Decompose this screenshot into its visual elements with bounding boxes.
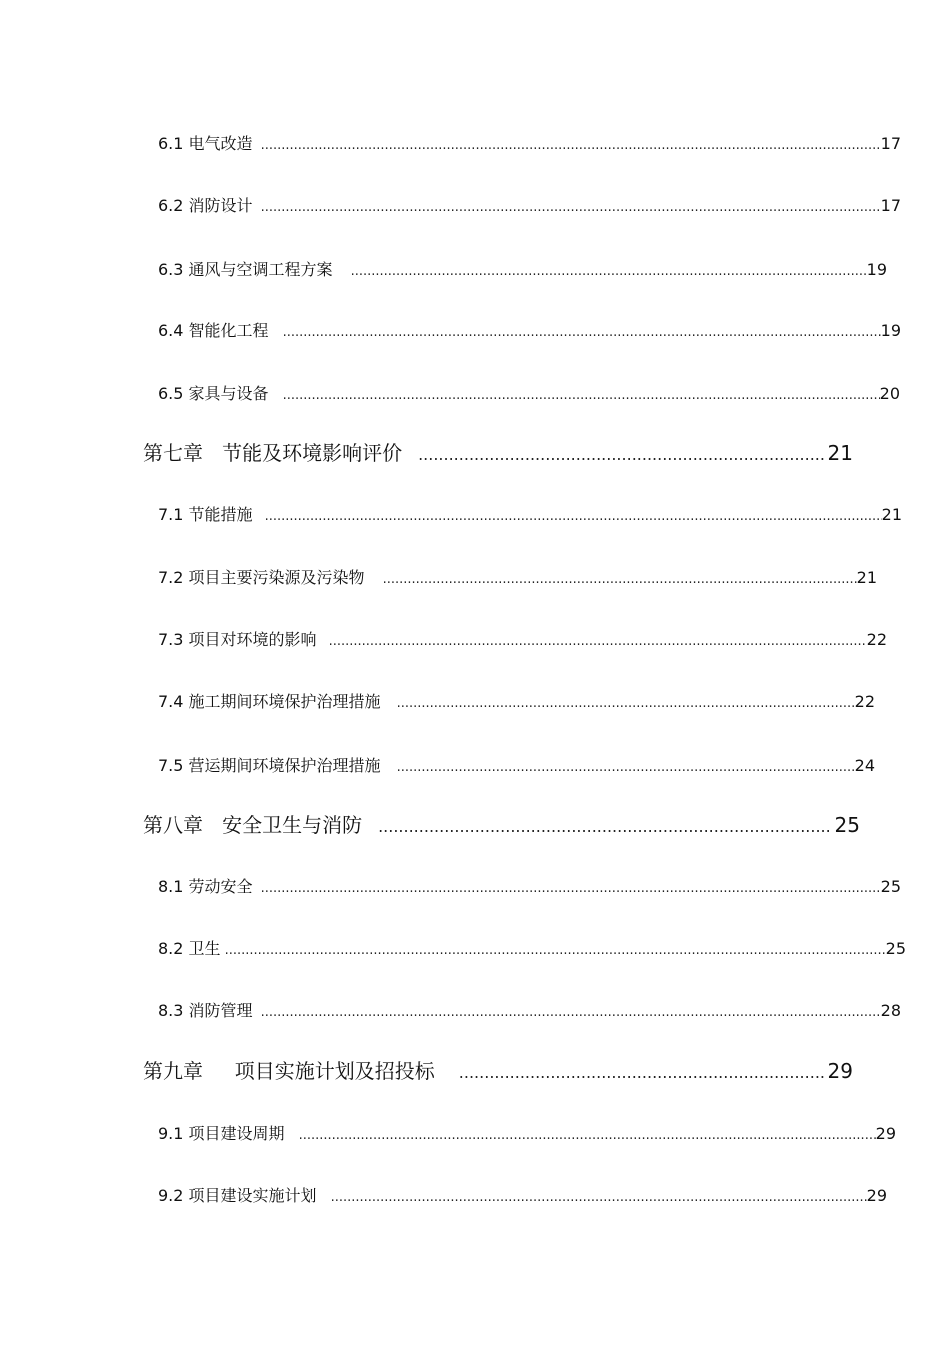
toc-entry-7-2[interactable] [158,565,877,588]
toc-entry-title: 9.1 项目建设周期 [158,1124,285,1143]
toc-leader-dots [261,200,881,215]
toc-page-number: 17 [880,196,901,215]
toc-chapter-title: 第九章 项目实施计划及招投标 [143,1059,435,1083]
toc-leader-dots [378,817,830,836]
toc-entry-title: 7.1 节能措施 [158,505,253,524]
toc-entry-7-5[interactable] [158,753,875,776]
toc-chapter-8[interactable] [143,809,860,838]
toc-entry-6-5[interactable] [158,381,900,404]
toc-leader-dots [331,1190,867,1205]
toc-page-number: 29 [827,1059,853,1083]
toc-page-number: 25 [834,813,860,837]
toc-page-number: 21 [881,505,902,524]
toc-entry-7-4[interactable] [158,689,875,712]
toc-page-number: 20 [879,384,900,403]
toc-chapter-7[interactable] [143,437,853,466]
toc-entry-title: 7.5 营运期间环境保护治理措施 [158,756,381,775]
toc-leader-dots [397,696,855,711]
toc-entry-8-3[interactable] [158,998,901,1021]
toc-leader-dots [261,1005,881,1020]
toc-entry-7-1[interactable] [158,502,902,525]
toc-entry-9-2[interactable] [158,1183,887,1206]
toc-page-number: 21 [827,441,853,465]
toc-leader-dots [261,138,881,153]
toc-leader-dots [225,943,886,958]
toc-chapter-title: 第八章 安全卫生与消防 [143,813,363,837]
toc-entry-8-1[interactable] [158,874,901,897]
toc-page-number: 25 [885,939,906,958]
toc-entry-title: 6.3 通风与空调工程方案 [158,260,333,279]
toc-chapter-title: 第七章 节能及环境影响评价 [143,441,403,465]
toc-entry-title: 8.1 劳动安全 [158,877,253,896]
toc-leader-dots [418,445,823,464]
toc-entry-6-2[interactable] [158,193,901,216]
toc-chapter-9[interactable] [143,1055,853,1084]
toc-entry-9-1[interactable] [158,1121,896,1144]
toc-page-number: 29 [866,1186,887,1205]
toc-leader-dots [383,572,857,587]
toc-entry-title: 8.2 卫生 [158,939,221,958]
toc-page-number: 28 [880,1001,901,1020]
toc-entry-title: 9.2 项目建设实施计划 [158,1186,317,1205]
toc-leader-dots [397,760,855,775]
toc-entry-title: 7.4 施工期间环境保护治理措施 [158,692,381,711]
toc-leader-dots [261,881,881,896]
toc-page-number: 24 [854,756,875,775]
toc-leader-dots [329,634,867,649]
toc-page-number: 29 [875,1124,896,1143]
toc-leader-dots [283,325,881,340]
toc-page-number: 22 [866,630,887,649]
toc-leader-dots [283,388,880,403]
toc-page-number: 22 [854,692,875,711]
toc-leader-dots [299,1128,876,1143]
toc-entry-title: 7.2 项目主要污染源及污染物 [158,568,365,587]
toc-page-number: 17 [880,134,901,153]
toc-entry-title: 6.2 消防设计 [158,196,253,215]
toc-entry-title: 7.3 项目对环境的影响 [158,630,317,649]
toc-entry-title: 6.5 家具与设备 [158,384,269,403]
toc-entry-title: 6.4 智能化工程 [158,321,269,340]
toc-entry-6-1[interactable] [158,131,901,154]
toc-entry-7-3[interactable] [158,627,887,650]
toc-entry-title: 6.1 电气改造 [158,134,253,153]
toc-leader-dots [459,1063,824,1082]
toc-leader-dots [265,509,882,524]
toc-page-number: 19 [866,260,887,279]
toc-entry-title: 8.3 消防管理 [158,1001,253,1020]
toc-page-number: 19 [880,321,901,340]
toc-leader-dots [351,264,867,279]
toc-page-number: 25 [880,877,901,896]
toc-entry-6-4[interactable] [158,318,901,341]
toc-entry-6-3[interactable] [158,257,887,280]
toc-entry-8-2[interactable] [158,936,906,959]
toc-page-number: 21 [856,568,877,587]
